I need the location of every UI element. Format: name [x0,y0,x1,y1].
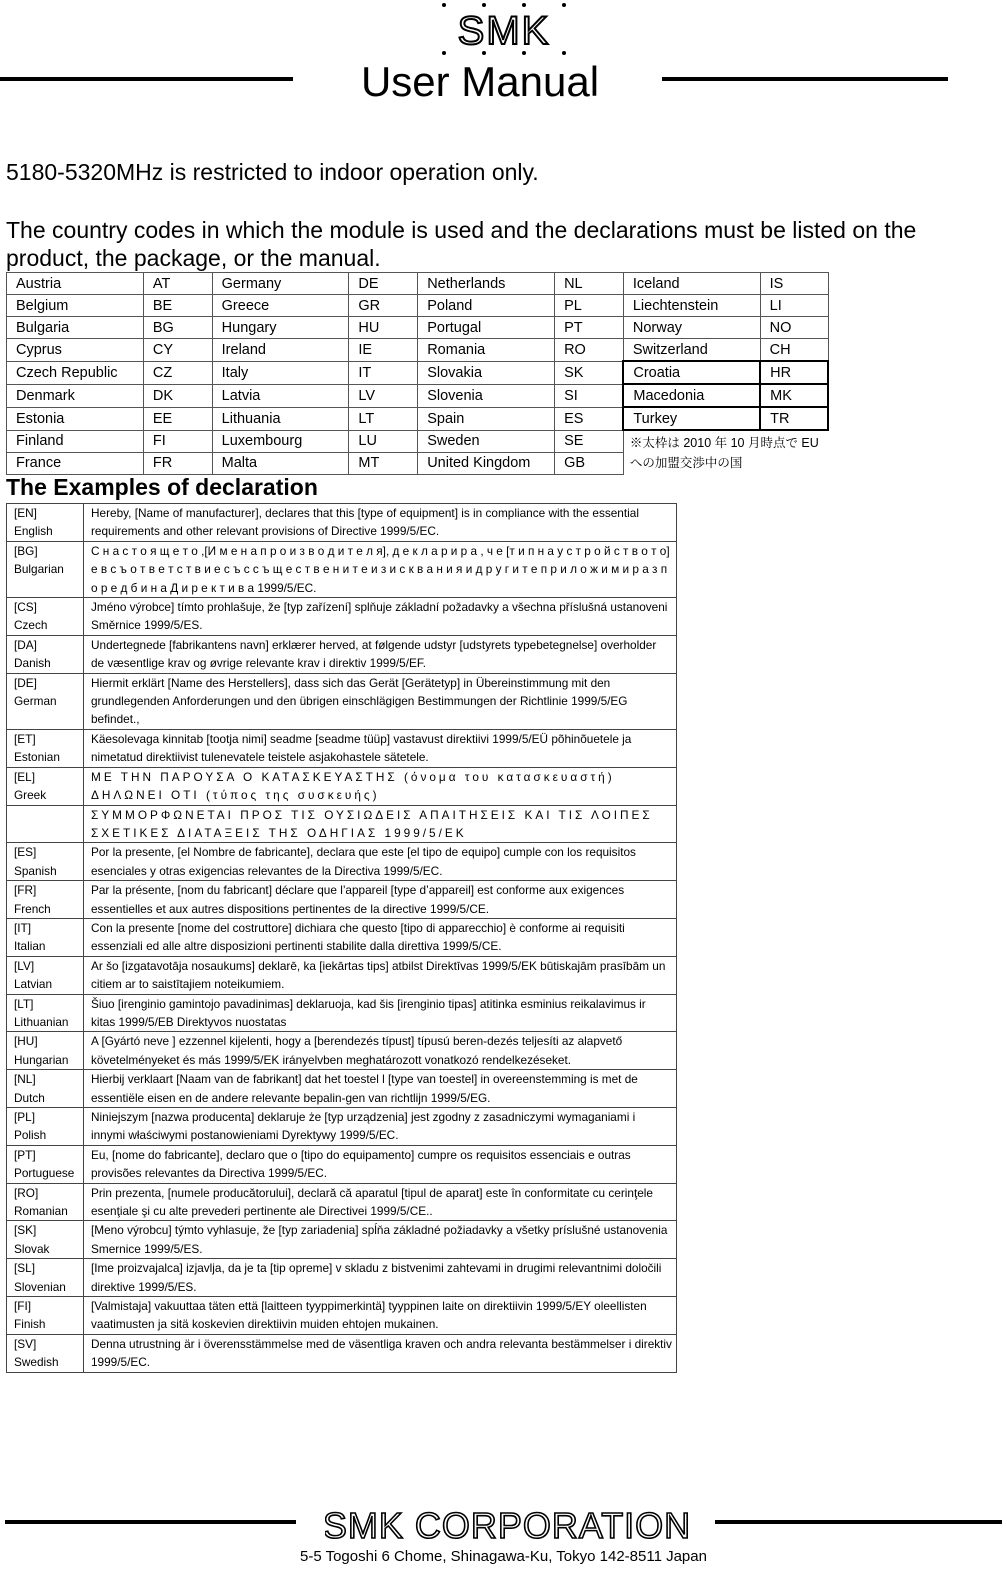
indoor-notice: 5180-5320MHz is restricted to indoor operation only. [6,159,539,185]
declaration-language [7,1145,84,1183]
negotiation-note: ※太枠は 2010 年 10 月時点で EU への加盟交渉中の国 [629,436,819,470]
country-row [7,384,829,407]
declaration-text: Šiuo [irenginio gamintojo pavadinimas] deklaruoja, kad šis [irenginio tipas] atitinka esminius reikalavimus ir kitas 1999/5/EB Direktyvos nuostatas [84,994,677,1032]
language-code: [LT] [14,996,34,1011]
country-name: Norway [623,317,760,339]
declaration-text: Eu, [nome do fabricante], declaro que o [tipo do equipamento] cumpre os requisitos essenciais e outras provisões relevantes da Directiva 1999/5/EC. [84,1145,677,1183]
country-code: HU [349,317,418,339]
header-rule-left [0,77,293,81]
country-name: Italy [212,361,349,384]
country-name: Cyprus [7,339,144,362]
declaration-language [7,1259,84,1297]
declaration-row [7,956,677,994]
declaration-text: Denna utrustning är i överensstämmelse med de väsentliga kraven och andra relevanta bestämmelser i direktiv 1999/5/EC. [84,1334,677,1372]
declaration-row [7,1183,677,1221]
country-code: GR [349,295,418,317]
declaration-language [7,635,84,673]
declaration-language [7,1032,84,1070]
country-name: Slovakia [418,361,555,384]
country-name: Sweden [418,430,555,452]
declaration-row [7,1108,677,1146]
declaration-text: Niniejszym [nazwa producenta] deklaruje że [typ urządzenia] jest zgodny z zasadniczymi wymaganiami i innymi właściwymi postanowieniami Dyrektywy 1999/5/EC. [84,1108,677,1146]
country-row [7,430,829,452]
country-code: NL [555,273,624,295]
declaration-row [7,541,677,597]
country-code: DK [143,384,212,407]
declaration-language [7,994,84,1032]
declaration-language [7,673,84,729]
country-name: Liechtenstein [623,295,760,317]
declaration-language [7,956,84,994]
language-code: [EN] [14,506,37,520]
country-name: Poland [418,295,555,317]
language-code: [DA] [14,637,37,652]
declaration-row [7,1259,677,1297]
declaration-text: Hierbij verklaart [Naam van de fabrikant] dat het toestel l [type van toestel] in overeenstemming is met de essentiële eisen en de andere relevante bepalin-gen van richtlijn 1999/5/EG. [84,1070,677,1108]
language-name: Finish [14,1317,46,1332]
country-code-notice: The country codes in which the module is used and the declarations must be listed on the product, the package, or the manual. [6,217,917,271]
declaration-row [7,918,677,956]
smk-logo [0,2,1007,63]
country-code: LV [349,384,418,407]
language-name: Greek [14,788,47,803]
language-code: [ES] [14,845,37,860]
country-code: RO [555,339,624,362]
country-row [7,273,829,295]
language-name: Hungarian [14,1052,69,1067]
language-code: [FR] [14,883,37,898]
declaration-language [7,1070,84,1108]
declaration-language [7,504,84,542]
country-code: AT [143,273,212,295]
smk-logo-text: SMK [457,9,550,53]
declaration-language [7,541,84,597]
country-code: IS [760,273,828,295]
language-code: [HU] [14,1034,38,1049]
language-name: Czech [14,618,48,633]
country-code: FR [143,452,212,474]
country-code: MK [760,384,828,407]
country-name: United Kingdom [418,452,555,474]
country-code: CZ [143,361,212,384]
country-name: Romania [418,339,555,362]
language-name: Estonian [14,750,60,765]
country-row [7,361,829,384]
declaration-row [7,881,677,919]
language-name: French [14,901,51,916]
declaration-row [7,598,677,636]
language-name: Slovak [14,1241,50,1256]
company-address: 5-5 Togoshi 6 Chome, Shinagawa-Ku, Tokyo 142-8511 Japan [300,1548,707,1565]
declaration-row [7,1145,677,1183]
country-code: CH [760,339,828,362]
language-code: [ET] [14,731,36,746]
declaration-row [7,1070,677,1108]
country-row [7,317,829,339]
country-name: Luxembourg [212,430,349,452]
page-title: User Manual [360,58,600,105]
declaration-row [7,673,677,729]
declaration-language [7,767,84,805]
country-code: MT [349,452,418,474]
country-code: PL [555,295,624,317]
declaration-text: [Valmistaja] vakuuttaa täten että [laitteen tyyppimerkintä] tyyppinen laite on direktiivin 1999/5/EY oleellisten vaatimusten ja sitä koskevien direktiivin muiden ehtojen mukainen. [84,1297,677,1335]
language-name: Italian [14,939,46,954]
country-code: NO [760,317,828,339]
declaration-language [7,843,84,881]
country-row [7,295,829,317]
declaration-text: Con la presente [nome del costruttore] dichiara che questo [tipo di apparecchio] è conforme ai requisiti essenziali ed alle altre disposizioni pertinenti stabilite dalla direttiva 1999/5/CE. [84,918,677,956]
language-name: Bulgarian [14,562,64,577]
country-row [7,407,829,430]
country-code: IE [349,339,418,362]
country-name: Ireland [212,339,349,362]
declaration-row [7,1334,677,1372]
country-code: SI [555,384,624,407]
language-name: English [14,524,53,539]
country-name: Turkey [623,407,760,430]
country-name: Slovenia [418,384,555,407]
language-code: [PL] [14,1110,35,1124]
declaration-language [7,729,84,767]
footer-rule-left [5,1520,296,1524]
country-code: PT [555,317,624,339]
footer-rule-right [715,1520,1002,1524]
header-rule-right [662,77,948,81]
country-name: Germany [212,273,349,295]
declaration-table [6,503,677,1373]
language-code: [SK] [14,1223,37,1238]
language-name: Dutch [14,1090,45,1105]
language-name: Latvian [14,977,53,992]
country-name: Greece [212,295,349,317]
country-code: IT [349,361,418,384]
language-name: Swedish [14,1355,59,1370]
language-name: Spanish [14,863,57,878]
language-name: Slovenian [14,1279,66,1294]
smk-corporation-text: SMK CORPORATION [325,1505,690,1544]
country-code: BE [143,295,212,317]
declaration-row [7,1221,677,1259]
country-name: Croatia [623,361,760,384]
declaration-text: Por la presente, [el Nombre de fabricante], declara que este [el tipo de equipo] cumple con los requisitos esenciales y otras exigencias relevantes de la Directiva 1999/5/EC. [84,843,677,881]
declaration-language [7,1334,84,1372]
country-code: HR [760,361,828,384]
country-name: Hungary [212,317,349,339]
language-name: Polish [14,1128,47,1143]
language-code: [SV] [14,1336,37,1351]
declaration-text: ΣΥΜΜΟΡΦΩΝΕΤΑΙ ΠΡΟΣ ΤΙΣ ΟΥΣΙΩΔΕΙΣ ΑΠΑΙΤΗΣΕΙΣ ΚΑΙ ΤΙΣ ΛΟΙΠΕΣ ΣΧΕΤΙΚΕΣ ΔΙΑΤΑΞΕΙΣ ΤΗΣ ΟΔΗΓΙΑΣ 1999/5/ΕΚ [84,805,677,843]
language-code: [RO] [14,1185,39,1200]
language-code: [PT] [14,1147,36,1162]
country-name: Switzerland [623,339,760,362]
country-name: Czech Republic [7,361,144,384]
language-code: [BG] [14,543,38,558]
smk-logo-graphic [439,2,569,58]
declaration-text: С н а с т о я щ е т о ,[И м е н а п р о и з в о д и т е л я], д е к л а р и р а , ч е [т и п н а у с т р о й с т в о т о] е в с ъ о т в е т с т в и е с ъ с с ъ щ е с т в е н и т е и з и с к в а н и я и д р у г и т е п р и л о ж и м и р а з п о р е д б и н а Д и р е к т и в а 1999/5/EC. [84,541,677,597]
language-name: Portuguese [14,1166,75,1181]
language-name: German [14,694,57,709]
country-code: FI [143,430,212,452]
declaration-language [7,1297,84,1335]
declaration-text: Par la présente, [nom du fabricant] déclare que l’appareil [type d’appareil] est conforme aux exigences essentielles et aux autres dispositions pertinentes de la directive 1999/5/CE. [84,881,677,919]
section-title: The Examples of declaration [6,474,318,500]
country-code: CY [143,339,212,362]
language-code: [NL] [14,1072,36,1087]
declaration-text: Prin prezenta, [numele producătorului], declară că aparatul [tipul de aparat] este în conformitate cu cerinţele esenţiale şi cu alte prevederi pertinente ale Directivei 1999/5/CE.. [84,1183,677,1221]
declaration-language [7,598,84,636]
language-name: Romanian [14,1204,68,1219]
declaration-language [7,881,84,919]
country-name: Latvia [212,384,349,407]
country-name: Malta [212,452,349,474]
country-name: Netherlands [418,273,555,295]
country-code: LT [349,407,418,430]
declaration-text: A [Gyártó neve ] ezzennel kijelenti, hogy a [berendezés típust] típusú beren-dezés teljesíti az alapvető követelményeket és más 1999/5/EK irányelvben meghatározott vonatkozó rendelkezéseket. [84,1032,677,1070]
declaration-language [7,1108,84,1146]
country-code: LU [349,430,418,452]
country-name: France [7,452,144,474]
language-code: [FI] [14,1299,32,1314]
declaration-row [7,504,677,542]
country-code: GB [555,452,624,474]
country-code: EE [143,407,212,430]
declaration-language [7,918,84,956]
declaration-row [7,767,677,805]
country-name: Portugal [418,317,555,339]
declaration-row [7,729,677,767]
declaration-row [7,1297,677,1335]
country-code-table [6,272,829,475]
country-name: Lithuania [212,407,349,430]
country-code: SK [555,361,624,384]
country-name: Iceland [623,273,760,295]
country-name: Denmark [7,384,144,407]
country-name: Macedonia [623,384,760,407]
language-code: [LV] [14,958,35,973]
country-row [7,339,829,362]
country-name: Belgium [7,295,144,317]
declaration-language [7,1221,84,1259]
language-name: Lithuanian [14,1014,69,1029]
language-code: [SL] [14,1261,35,1276]
country-name: Austria [7,273,144,295]
language-name: Danish [14,656,51,671]
declaration-text: [Ime proizvajalca] izjavlja, da je ta [tip opreme] v skladu z bistvenimi zahtevami in drugimi relevantnimi določili direktive 1999/5/ES. [84,1259,677,1297]
smk-corporation-logo [325,1504,690,1549]
declaration-text: [Meno výrobcu] týmto vyhlasuje, že [typ zariadenia] spĺňa základné požiadavky a všetky príslušné ustanovenia Smernice 1999/5/ES. [84,1221,677,1259]
country-name: Finland [7,430,144,452]
country-code: DE [349,273,418,295]
language-code: [IT] [14,920,32,935]
language-code: [CS] [14,600,37,615]
declaration-text: Käesolevaga kinnitab [tootja nimi] seadme [seadme tüüp] vastavust direktiivi 1999/5/EÜ põhinõuetele ja nimetatud direktiivist tulenevatele teistele asjakohastele sätetele. [84,729,677,767]
declaration-text: Hereby, [Name of manufacturer], declares that this [type of equipment] is in compliance with the essential requirements and other relevant provisions of Directive 1999/5/EC. [84,504,677,542]
declaration-row [7,635,677,673]
country-code: LI [760,295,828,317]
language-code: [DE] [14,675,37,690]
declaration-language [7,805,84,843]
country-code: TR [760,407,828,430]
country-code: BG [143,317,212,339]
declaration-text: Jméno výrobce] tímto prohlašuje, že [typ zařízení] splňuje základní požadavky a všechna příslušná ustanoveni Směrnice 1999/5/ES. [84,598,677,636]
declaration-row [7,1032,677,1070]
language-code: [EL] [14,769,35,784]
declaration-language [7,1183,84,1221]
country-code: SE [555,430,624,452]
declaration-text: ΜΕ ΤΗΝ ΠΑΡΟΥΣΑ Ο ΚΑΤΑΣΚΕΥΑΣΤΗΣ (όνομα του κατασκευαστή) ΔΗΛΩΝΕΙ ΟΤΙ (τύπος της συσκευής) [84,767,677,805]
declaration-row [7,843,677,881]
declaration-row [7,805,677,843]
declaration-row [7,994,677,1032]
country-name: Bulgaria [7,317,144,339]
country-name: Spain [418,407,555,430]
declaration-text: Ar šo [izgatavotāja nosaukums] deklarē, ka [iekārtas tips] atbilst Direktīvas 1999/5/EK būtiskajām prasībām un citiem ar to saistītajiem noteikumiem. [84,956,677,994]
declaration-text: Hiermit erklärt [Name des Herstellers], dass sich das Gerät [Gerätetyp] in Übereinstimmung mit den grundlegenden Anforderungen und den übrigen einschlägigen Bestimmungen der Richtlinie 1999/5/EG befindet., [84,673,677,729]
declaration-text: Undertegnede [fabrikantens navn] erklærer herved, at følgende udstyr [udstyrets typebetegnelse] overholder de væsentlige krav og øvrige relevante krav i direktiv 1999/5/EF. [84,635,677,673]
country-name: Estonia [7,407,144,430]
country-code: ES [555,407,624,430]
